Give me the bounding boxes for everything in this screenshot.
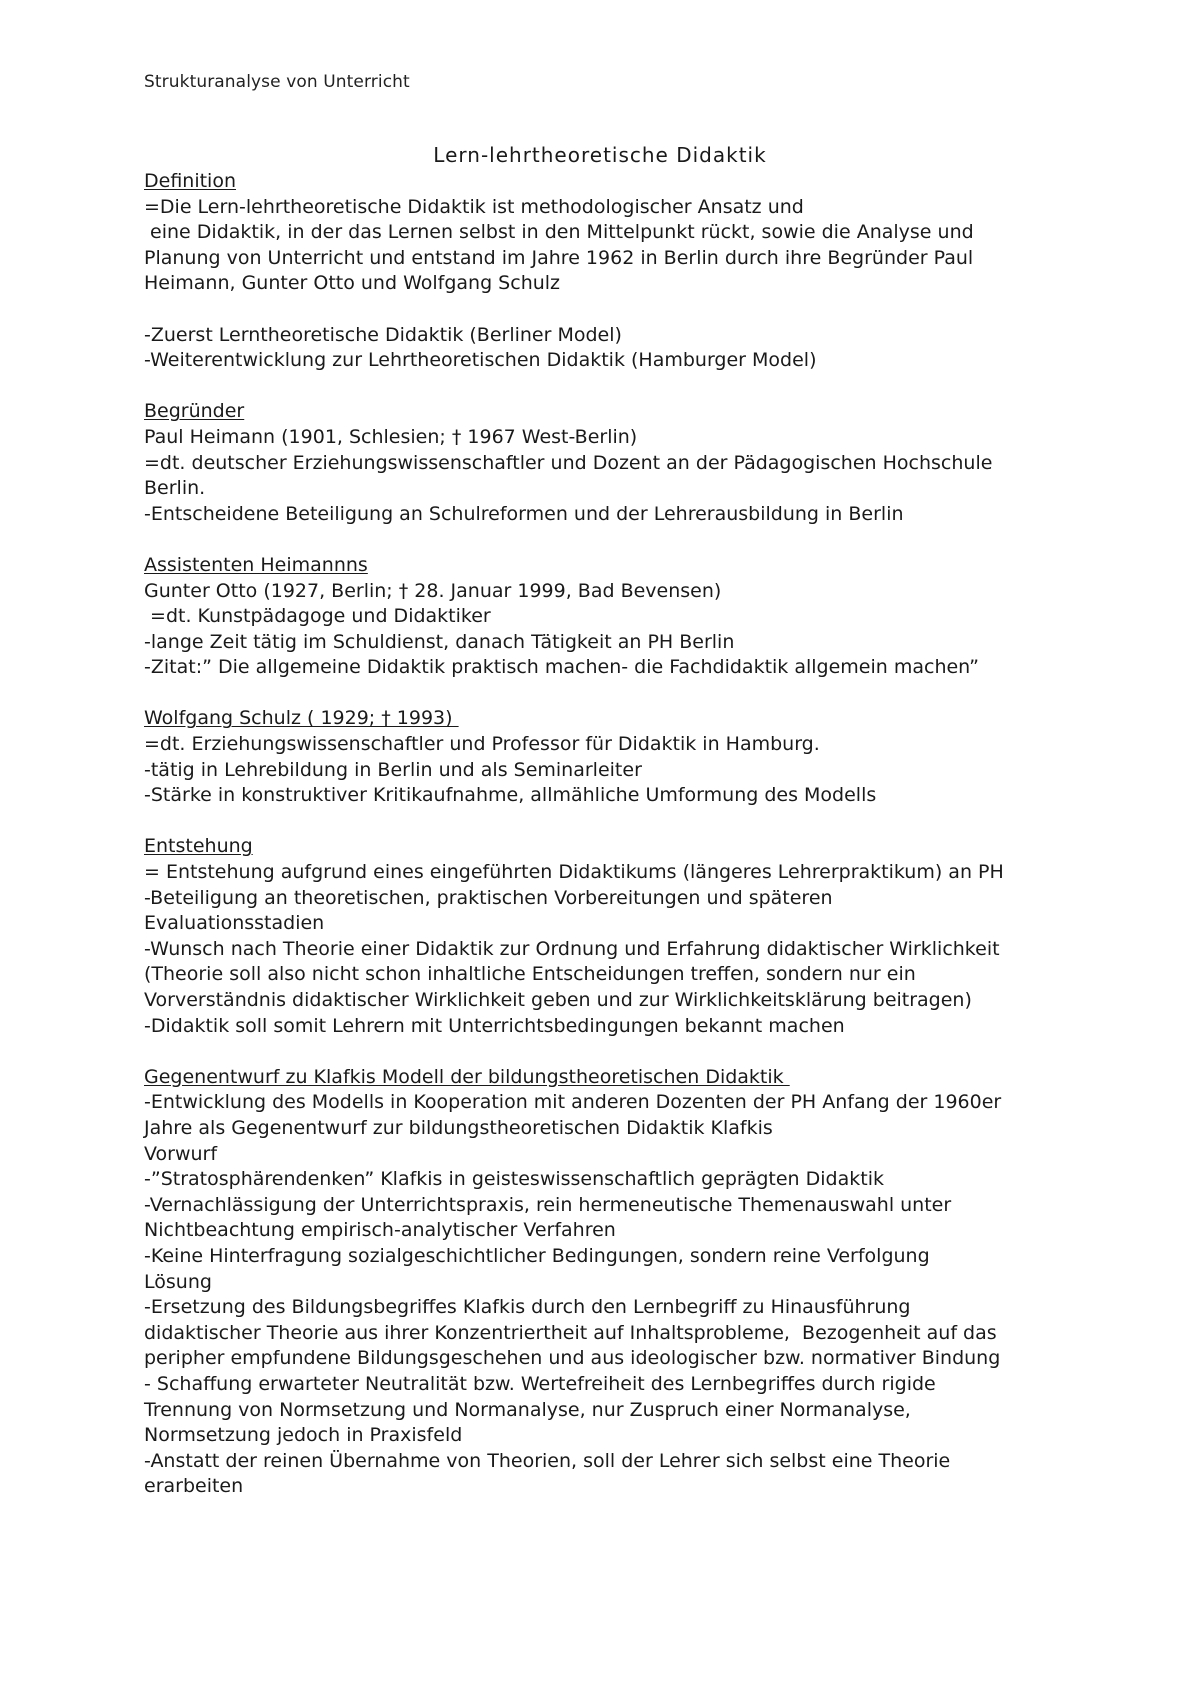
section [144,1065,1074,1500]
text-line: Trennung von Normsetzung und Normanalyse, nur Zuspruch einer Normanalyse, [144,1398,911,1421]
text-line: -lange Zeit tätig im Schuldienst, danach Tätigkeit an PH Berlin [144,630,735,653]
text-line: =dt. Kunstpädagoge und Didaktiker [144,605,491,628]
text-line: -Stärke in konstruktiver Kritikaufnahme, allmähliche Umformung des Modells [144,784,877,807]
text-line: Gunter Otto (1927, Berlin; † 28. Januar 1999, Bad Bevensen) [144,579,722,602]
text-line: (Theorie soll also nicht schon inhaltliche Entscheidungen treffen, sondern nur ein [144,963,916,986]
text-line: Jahre als Gegenentwurf zur bildungstheoretischen Didaktik Klafkis [144,1116,773,1139]
text-line: Vorwurf [144,1142,218,1165]
section-heading: Wolfgang Schulz ( 1929; † 1993) [144,707,459,730]
text-line: -Keine Hinterfragung sozialgeschichtlicher Bedingungen, sondern reine Verfolgung [144,1244,930,1267]
section-spacer [144,681,1074,707]
running-header: Strukturanalyse von Unterricht [144,72,410,92]
text-line: didaktischer Theorie aus ihrer Konzentriertheit auf Inhaltsprobleme, Bezogenheit auf das [144,1321,997,1344]
text-line: -Vernachlässigung der Unterrichtspraxis, rein hermeneutische Themenauswahl unter [144,1193,952,1216]
text-line: -Zuerst Lerntheoretische Didaktik (Berliner Model) [144,323,622,346]
document-title: Lern-lehrtheoretische Didaktik [433,143,767,167]
section [144,553,1074,681]
text-line: peripher empfundene Bildungsgeschehen und aus ideologischer bzw. normativer Bindung [144,1347,1001,1370]
section-heading: Entstehung [144,835,253,858]
text-line: = Entstehung aufgrund eines eingeführten Didaktikums (längeres Lehrerpraktikum) an PH [144,861,1004,884]
text-line: =Die Lern-lehrtheoretische Didaktik ist methodologischer Ansatz und [144,195,804,218]
text-line: =dt. deutscher Erziehungswissenschaftler und Dozent an der Pädagogischen Hochschule [144,451,993,474]
text-line: -Entscheidene Beteiligung an Schulreformen und der Lehrerausbildung in Berlin [144,502,904,525]
section-heading: Assistenten Heimannns [144,553,368,576]
text-line: -Anstatt der reinen Übernahme von Theorien, soll der Lehrer sich selbst eine Theorie [144,1449,951,1472]
text-line: Berlin. [144,477,206,500]
section-heading: Gegenentwurf zu Klafkis Modell der bildungstheoretischen Didaktik [144,1065,790,1088]
blank-line [144,297,1074,323]
text-line: -Weiterentwicklung zur Lehrtheoretischen Didaktik (Hamburger Model) [144,349,817,372]
text-line: Planung von Unterricht und entstand im Jahre 1962 in Berlin durch ihre Begründer Paul [144,246,974,269]
text-line: -Didaktik soll somit Lehrern mit Unterrichtsbedingungen bekannt machen [144,1014,845,1037]
section [144,169,1074,374]
section-spacer [144,527,1074,553]
text-line: -Ersetzung des Bildungsbegriffes Klafkis durch den Lernbegriff zu Hinausführung [144,1296,911,1319]
text-line: =dt. Erziehungswissenschaftler und Professor für Didaktik in Hamburg. [144,733,820,756]
section-spacer [144,374,1074,400]
text-line: -tätig in Lehrebildung in Berlin und als Seminarleiter [144,758,642,781]
text-line: -”Stratosphärendenken” Klafkis in geisteswissenschaftlich geprägten Didaktik [144,1168,884,1191]
text-line: Lösung [144,1270,212,1293]
text-line: -Zitat:” Die allgemeine Didaktik praktisch machen- die Fachdidaktik allgemein machen” [144,656,980,679]
text-line: - Schaffung erwarteter Neutralität bzw. Wertefreiheit des Lernbegriffes durch rigide [144,1372,936,1395]
section-spacer [144,1039,1074,1065]
text-line: Paul Heimann (1901, Schlesien; † 1967 West-Berlin) [144,425,638,448]
text-line: Normsetzung jedoch in Praxisfeld [144,1424,463,1447]
text-line: Evaluationsstadien [144,912,325,935]
text-line: erarbeiten [144,1475,244,1498]
text-line: -Wunsch nach Theorie einer Didaktik zur Ordnung und Erfahrung didaktischer Wirklichkeit [144,937,1000,960]
text-line: Vorverständnis didaktischer Wirklichkeit geben und zur Wirklichkeitsklärung beitragen) [144,989,972,1011]
section-heading: Begründer [144,400,245,423]
text-line: -Entwicklung des Modells in Kooperation mit anderen Dozenten der PH Anfang der 1960er [144,1091,1002,1114]
section [144,399,1074,527]
section [144,834,1074,1039]
text-line: -Beteiligung an theoretischen, praktischen Vorbereitungen und späteren [144,886,833,909]
document-body [144,169,1074,1500]
text-line: Heimann, Gunter Otto und Wolfgang Schulz [144,272,561,295]
section-spacer [144,809,1074,835]
section [144,706,1074,808]
text-line: Nichtbeachtung empirisch-analytischer Verfahren [144,1219,616,1242]
text-line: eine Didaktik, in der das Lernen selbst in den Mittelpunkt rückt, sowie die Analyse und [144,221,974,244]
section-heading: Definition [144,170,237,192]
